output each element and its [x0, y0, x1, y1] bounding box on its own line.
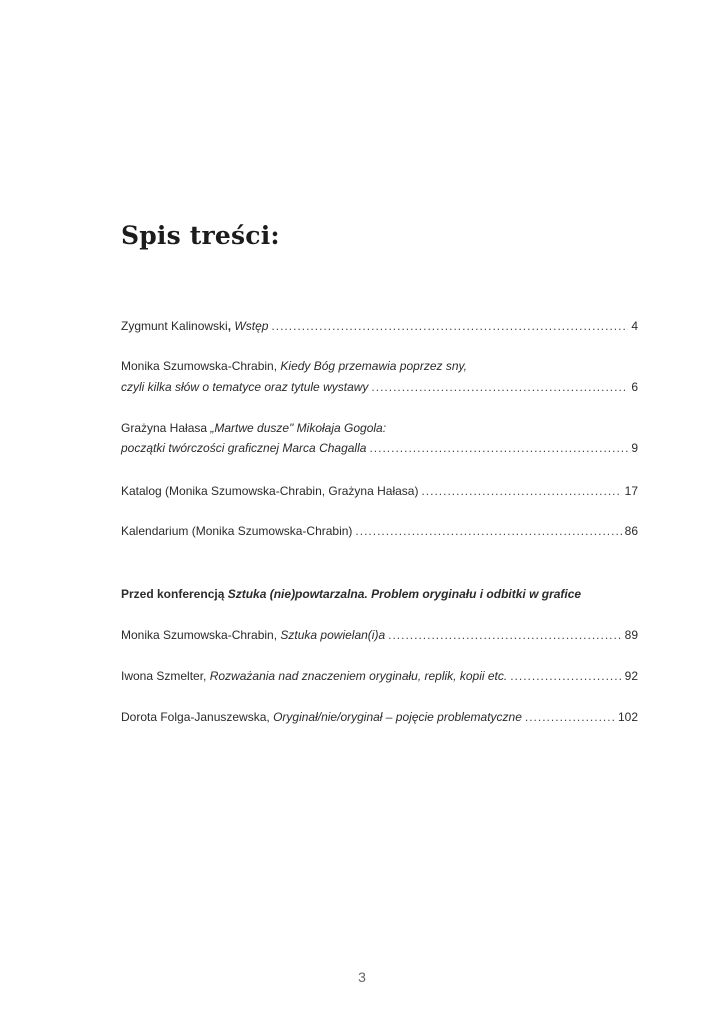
toc-entry-line[interactable]: [121, 418, 638, 438]
toc-entry-line[interactable]: [121, 438, 638, 458]
entry-author: Monika Szumowska-Chrabin,: [121, 359, 281, 373]
toc-entry-line[interactable]: [121, 356, 638, 376]
entry-title-continued: początki twórczości graficznej Marca Chagalla: [121, 441, 367, 455]
entry-author: Zygmunt Kalinowski: [121, 319, 228, 333]
toc-entry[interactable]: [121, 707, 638, 727]
entry-page-number: 92: [624, 669, 638, 683]
dot-leader: [388, 625, 622, 645]
toc-entry[interactable]: [121, 521, 638, 541]
dot-leader: [525, 707, 615, 727]
page-number: 3: [358, 969, 366, 985]
entry-page-number: 9: [631, 441, 638, 455]
toc-entry-line[interactable]: [121, 377, 638, 397]
toc-entry[interactable]: [121, 316, 638, 336]
dot-leader: [510, 666, 621, 686]
entry-title: Sztuka powielan(i)a: [280, 628, 386, 642]
entry-title-continued: czyli kilka słów o tematyce oraz tytule wystawy: [121, 380, 369, 394]
section-title: Sztuka (nie)powtarzalna. Problem oryginału i odbitki w grafice: [227, 587, 582, 601]
entry-page-number: 4: [631, 319, 638, 333]
entry-title: Rozważania nad znaczeniem oryginału, replik, kopii etc.: [209, 669, 508, 683]
dot-leader: [421, 481, 621, 501]
entry-author: Iwona Szmelter,: [121, 669, 210, 683]
entry-separator: ,: [227, 319, 232, 333]
entry-title: Kiedy Bóg przemawia poprzez sny,: [280, 359, 467, 373]
entry-page-number: 17: [624, 484, 638, 498]
section-heading: [121, 584, 581, 604]
entry-title: Oryginał/nie/oryginał – pojęcie problematyczne: [273, 710, 522, 724]
entry-page-number: 86: [624, 524, 638, 538]
page-title: Spis treści:: [121, 221, 280, 250]
entry-text: Kalendarium (Monika Szumowska-Chrabin): [121, 524, 353, 538]
entry-page-number: 6: [631, 380, 638, 394]
entry-author: Grażyna Hałasa: [121, 421, 211, 435]
entry-text: Katalog (Monika Szumowska-Chrabin, Grażyna Hałasa): [121, 484, 419, 498]
entry-page-number: 89: [624, 628, 638, 642]
dot-leader: [371, 377, 628, 397]
toc-entry[interactable]: [121, 625, 638, 645]
entry-page-number: 102: [617, 710, 638, 724]
toc-entry[interactable]: [121, 481, 638, 501]
entry-title: Wstęp: [234, 319, 269, 333]
entry-author: Dorota Folga-Januszewska,: [121, 710, 274, 724]
dot-leader: [271, 316, 628, 336]
toc-entry[interactable]: [121, 666, 638, 686]
section-prefix: Przed konferencją: [121, 587, 228, 601]
dot-leader: [369, 438, 628, 458]
entry-author: Monika Szumowska-Chrabin,: [121, 628, 281, 642]
dot-leader: [355, 521, 621, 541]
entry-title: „Martwe dusze" Mikołaja Gogola:: [210, 421, 387, 435]
